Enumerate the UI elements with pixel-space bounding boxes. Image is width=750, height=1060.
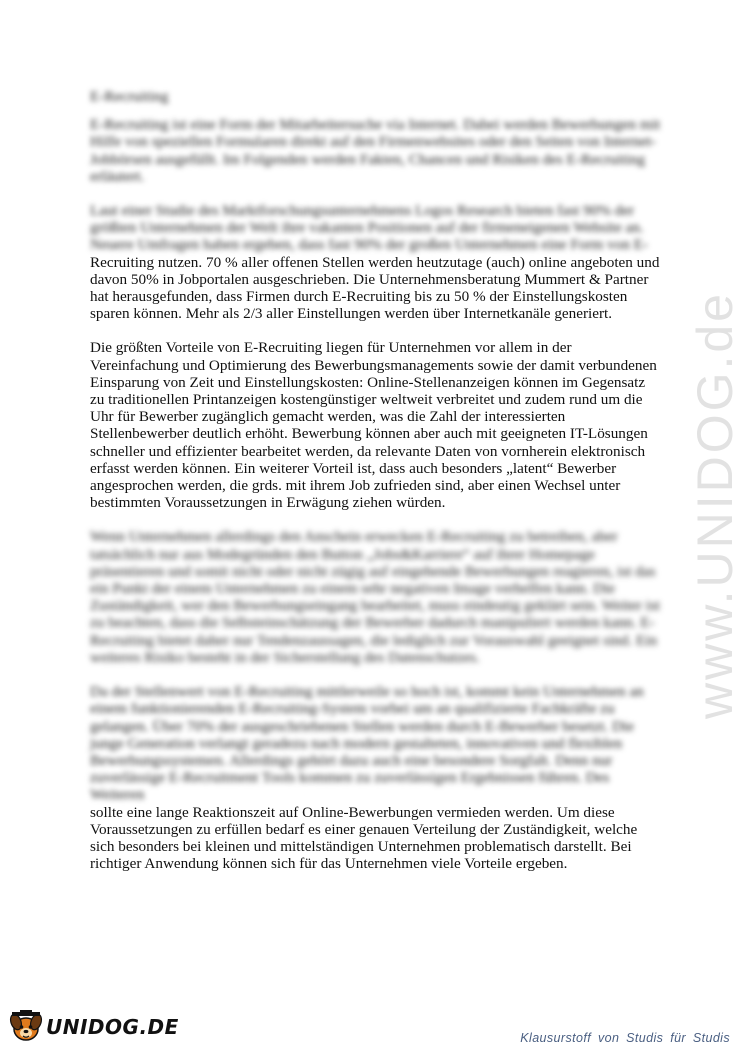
paragraph-statistics-blurred: Laut einer Studie des Marktforschungsunternehmens Logos Research bieten fast 90% der größten Unternehmen der Welt ihre vakanten Positionen auf der firmeneigenen Website an. Neuere Umfragen haben ergeben, dass fast 90% der großen Unternehmen eine Form von E- [90,202,649,254]
paragraph-intro: E-Recruiting ist eine Form der Mitarbeitersuche via Internet. Dabei werden Bewerbungen mit Hilfe von speziellen Formularen direkt auf den Firmenwebsites oder den Seiten von Internet-Jobbörsen ausgefüllt. Im Folgenden werden Fakten, Chancen und Risiken des E-Recruiting erläutert. [90,116,661,185]
paragraph-advantages: Die größten Vorteile von E-Recruiting liegen für Unternehmen vor allem in der Vereinfachung und Optimierung des Bewerbungsmanagements sowie der damit verbundenen Einsparung von Zeit und Einstellungskosten: Online-Stellenanzeigen können im Gegensatz zu traditionellen Printanzeigen kostengünstiger weltweit verbreitet und zudem rund um die Uhr für Bewerber zugänglich gemacht werden, was die Zahl der interessierten Stellenbewerber deutlich erhöht. Bewerbung können aber auch mit geeigneten IT-Lösungen schneller und effizienter bearbeitet werden, da relevante Daten von vornherein elektronisch erfasst werden können. Ein weiterer Vorteil ist, dass auch besonders „latent“ Bewerber angesprochen werden, die grds. mit ihrem Job zufrieden sind, aber einen Wechsel unter bestimmten Voraussetzungen in Erwägung ziehen würden. [90,339,657,512]
watermark-text: www.UNIDOG.de [687,291,743,719]
paragraph-conclusion-blurred: Da der Stellenwert von E-Recruiting mittlerweile so hoch ist, kommt kein Unternehmen an einem funktionierenden E-Recruiting-System vorbei um an qualifizierte Fachkräfte zu gelangen. Über 70% der ausgeschriebenen Stellen werden durch E-Bewerber besetzt. Die junge Generation verlangt geradezu nach modern gestalteten, innovativen und flexiblen Bewerbungssystemen. Allerdings gehört dazu auch eine besondere Sorgfalt. Denn nur zuverlässige E-Recruitment Tools kommen zu zuverlässigen Ergebnissen führen. Des Weiteren [90,683,644,804]
watermark [687,270,743,740]
document-heading: E-Recruiting [90,88,169,105]
paragraph-risks: Wenn Unternehmen allerdings den Anschein erwecken E-Recruiting zu betreiben, aber tatsächlich nur aus Modegründen den Button „Jobs&Karriere“ auf ihrer Homepage präsentieren und somit nicht oder nicht zügig auf eingehende Bewerbungen reagieren, ist das ein Punkt der einem Unternehmen zu einem sehr negativen Image verhelfen kann. Die Zuständigkeit, wer den Bewerbungseingang bearbeitet, muss eindeutig geklärt sein. Weiter ist zu beachten, dass die Selbsteinschätzung der Bewerber dadurch manipuliert werden kann. E-Recruiting bietet daher nur Tendenzaussagen, die lediglich zur Vorauswahl geeignet sind. Ein weiteres Risiko besteht in der Sicherstellung des Datenschutzes. [90,528,660,666]
footer-tagline: Klausurstoff von Studis für Studis [520,1031,730,1045]
document-body [90,88,662,889]
paragraph-conclusion-clear: sollte eine lange Reaktionszeit auf Online-Bewerbungen vermieden werden. Um diese Voraussetzungen zu erfüllen bedarf es einer genauen Verteilung der Zuständigkeit, welche sich besonders bei kleinen und mittelständigen Unternehmen problematisch darstellt. Bei richtiger Anwendung können sich für das Unternehmen viele Vorteile ergeben. [90,803,638,873]
logo-text: UNIDOG.DE [46,1015,179,1039]
footer-logo[interactable] [8,1010,179,1044]
paragraph-conclusion [90,683,662,872]
dog-icon [8,1010,44,1044]
paragraph-statistics-clear: Recruiting nutzen. 70 % aller offenen Stellen werden heutzutage (auch) online angeboten und davon 50% in Jobportalen ausgeschrieben. Die Unternehmensberatung Mummert & Partner hat herausgefunden, dass Firmen durch E-Recruiting bis zu 50 % der Einstellungskosten sparen können. Mehr als 2/3 aller Einstellungen werden über Internetkanäle generiert. [90,253,660,323]
paragraph-statistics [90,202,662,322]
